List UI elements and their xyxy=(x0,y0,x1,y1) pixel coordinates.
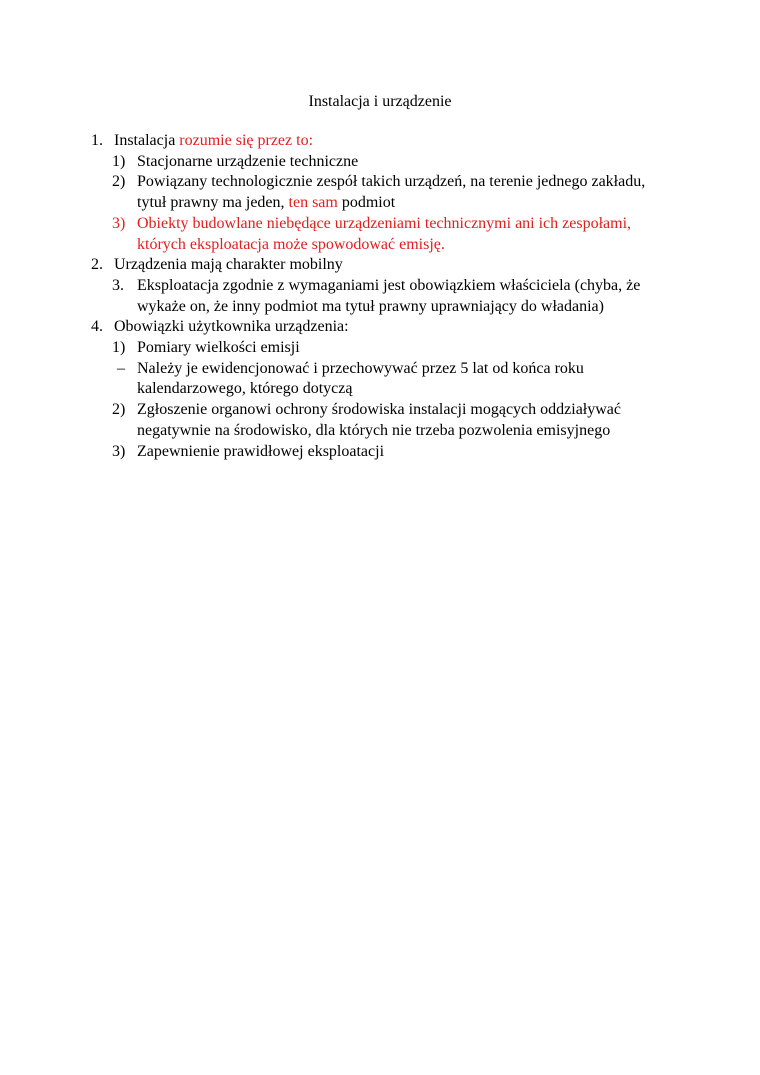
sub-item-text: Należy je ewidencjonować i przechowywać przez 5 lat od końca roku kalendarzowego, którego dotyczą xyxy=(137,359,584,398)
sub-item-4-dash xyxy=(0,359,760,400)
sub-item-text: Eksploatacja zgodnie z wymaganiami jest obowiązkiem właściciela (chyba, że wykaże on, że inny podmiot ma tytuł prawny uprawniający do władania) xyxy=(137,276,641,315)
sub-item-1-3 xyxy=(0,214,760,255)
list-item-4 xyxy=(0,317,760,338)
list-item-2 xyxy=(0,255,760,276)
sub-list-marker: 3. xyxy=(112,276,124,294)
sub-list-marker: 2) xyxy=(112,173,126,191)
sub-item-text: Powiązany technologicznie zespół takich urządzeń, na terenie jednego zakładu, tytuł prawny ma jeden, xyxy=(137,173,646,212)
dash-marker: – xyxy=(117,359,125,377)
list-marker: 4. xyxy=(91,318,103,336)
sub-item-text-end: podmiot xyxy=(341,194,396,212)
sub-list-marker: 1) xyxy=(112,339,126,357)
list-marker: 2. xyxy=(91,256,103,274)
list-item-1 xyxy=(0,131,760,152)
page-title: Instalacja i urządzenie xyxy=(308,93,452,110)
sub-item-text: Zapewnienie prawidłowej eksploatacji xyxy=(137,442,385,460)
list-marker: 1. xyxy=(91,132,103,149)
sub-item-4-1 xyxy=(0,338,760,359)
sub-item-4-2 xyxy=(0,400,760,441)
item-label: Obowiązki użytkownika urządzenia: xyxy=(114,318,349,336)
sub-item-text-highlight: Obiekty budowlane niebędące urządzeniami technicznymi ani ich zespołami, których eksploatacja może spowodować emisję. xyxy=(137,214,632,253)
document-body xyxy=(0,131,760,462)
item-label: Urządzenia mają charakter mobilny xyxy=(114,256,343,274)
sub-item-1-2 xyxy=(0,172,760,213)
sub-item-text: Pomiary wielkości emisji xyxy=(137,339,300,357)
sub-list-marker: 3) xyxy=(112,214,126,232)
sub-item-4-3 xyxy=(0,442,760,463)
sub-item-2-1 xyxy=(0,276,760,317)
sub-list-marker: 3) xyxy=(112,442,126,460)
sub-item-1-1 xyxy=(0,152,760,173)
item-label: Instalacja xyxy=(114,132,176,149)
sub-item-highlight: ten sam xyxy=(288,194,338,212)
item-label-highlight: rozumie się przez to: xyxy=(179,132,314,149)
sub-item-text: Stacjonarne urządzenie techniczne xyxy=(137,152,359,170)
sub-list-marker: 2) xyxy=(112,401,126,419)
sub-list-marker: 1) xyxy=(112,152,126,170)
sub-item-text: Zgłoszenie organowi ochrony środowiska instalacji mogących oddziaływać negatywnie na środowisko, dla których nie trzeba pozwolenia emisyjnego xyxy=(137,401,622,439)
